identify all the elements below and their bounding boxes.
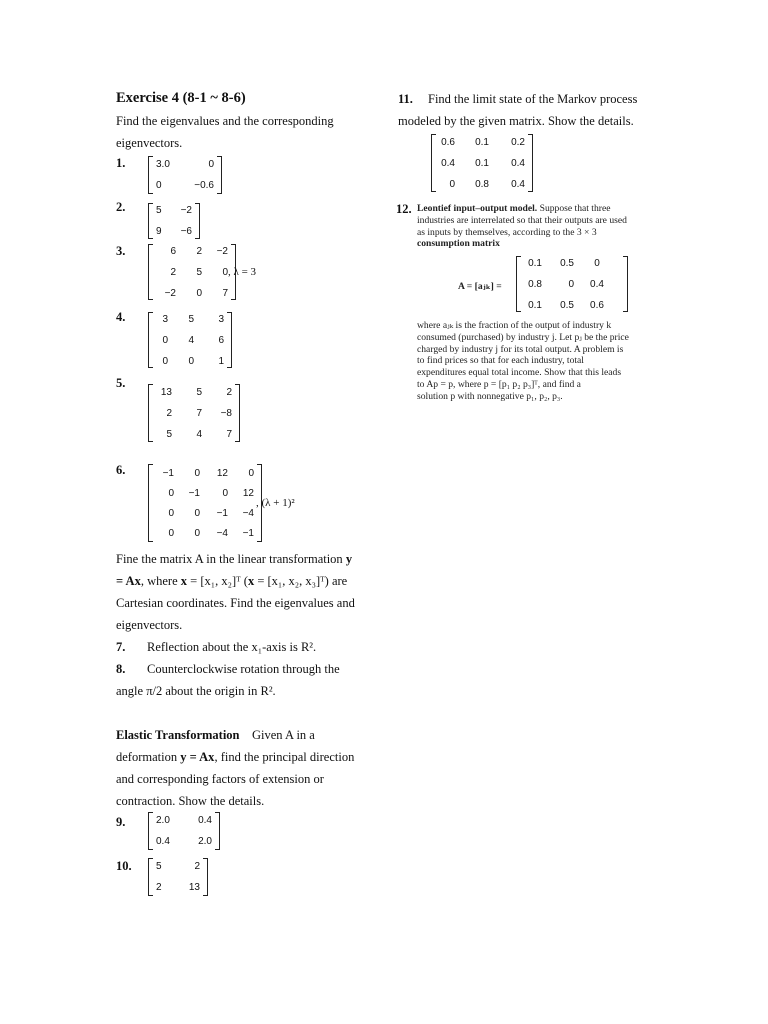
text: expenditures equal total income. Show that this leads — [417, 367, 622, 379]
text: Fine the matrix A in the linear transformation — [116, 552, 346, 566]
elastic-line-2 — [116, 746, 354, 768]
cell: 2 — [194, 861, 200, 872]
cell: 3 — [162, 313, 168, 325]
cell: 0 — [168, 507, 174, 519]
problem-6-matrix — [148, 464, 262, 542]
text: y — [345, 552, 353, 566]
problem-2-matrix — [148, 203, 200, 239]
cell: 4 — [196, 428, 202, 440]
cell: 0 — [222, 266, 228, 278]
text: = [x₁, x₂, x₃]ᵀ) are — [254, 574, 348, 588]
cell: 2.0 — [156, 815, 170, 826]
cell: 13 — [188, 882, 200, 893]
problem-4-matrix — [148, 312, 232, 368]
text: y = Ax — [180, 750, 215, 764]
problem-12-matrix — [516, 256, 628, 312]
linear-transform-line-3: Cartesian coordinates. Find the eigenvalues and — [116, 596, 355, 610]
linear-transform-line-2 — [116, 570, 347, 592]
text: Suppose that three — [539, 203, 611, 214]
problem-11-matrix — [431, 134, 533, 192]
cell: −1 — [188, 487, 200, 499]
cell: −8 — [220, 407, 232, 419]
cell: 0 — [162, 355, 168, 367]
problem-12-intro — [417, 203, 653, 250]
text: Given A in a — [252, 728, 315, 742]
text: to find prices so that for each industry, total — [417, 355, 584, 367]
text: where aⱼₖ is the fraction of the output of industry k — [417, 320, 612, 331]
cell: −2 — [216, 245, 228, 257]
text: = [x₁, x₂]ᵀ ( — [187, 574, 248, 588]
problem-7-number: 7. — [116, 640, 126, 654]
elastic-heading: Elastic Transformation — [116, 728, 240, 742]
problem-8-text-1: Counterclockwise rotation through the — [147, 662, 340, 676]
cell: 0.1 — [528, 257, 542, 269]
cell: 7 — [196, 407, 202, 419]
cell: 3 — [218, 313, 224, 325]
cell: 5 — [196, 386, 202, 398]
intro-line-2: eigenvectors. — [116, 136, 183, 150]
text: , find the principal direction — [214, 750, 355, 764]
exercise-title: Exercise 4 (8-1 ~ 8-6) — [116, 90, 246, 106]
problem-3-number: 3. — [116, 244, 126, 258]
elastic-line-1 — [116, 724, 315, 746]
text: , where — [140, 574, 181, 588]
cell: 0 — [248, 467, 254, 479]
problem-12-number: 12. — [396, 202, 412, 216]
problem-9-matrix — [148, 812, 220, 850]
cell: −1 — [216, 507, 228, 519]
cell: 0 — [194, 467, 200, 479]
cell: 0.8 — [475, 178, 489, 190]
cell: −1 — [162, 467, 174, 479]
cell: −4 — [242, 507, 254, 519]
cell: 6 — [170, 245, 176, 257]
cell: 0.1 — [475, 136, 489, 148]
cell: −6 — [180, 226, 192, 237]
problem-10-matrix — [148, 858, 208, 896]
cell: 7 — [222, 287, 228, 299]
cell: 5 — [166, 428, 172, 440]
cell: 0 — [194, 527, 200, 539]
cell: 0 — [156, 180, 162, 191]
cell: 12 — [216, 467, 228, 479]
problem-11-text-1: Find the limit state of the Markov process — [428, 92, 638, 106]
cell: 5 — [188, 313, 194, 325]
cell: 2 — [196, 245, 202, 257]
cell: 0 — [594, 257, 600, 269]
cell: 0.4 — [511, 157, 525, 169]
cell: 0 — [162, 334, 168, 346]
text: charged by industry j for its total output. A problem is — [417, 343, 624, 355]
cell: 7 — [226, 428, 232, 440]
cell: 5 — [156, 861, 162, 872]
cell: 12 — [242, 487, 254, 499]
cell: 2 — [166, 407, 172, 419]
cell: 6 — [218, 334, 224, 346]
cell: 3.0 — [156, 159, 170, 170]
cell: 0.1 — [475, 157, 489, 169]
cell: 5 — [196, 266, 202, 278]
cell: 9 — [156, 226, 162, 237]
cell: −2 — [180, 205, 192, 216]
linear-transform-line-4: eigenvectors. — [116, 618, 183, 632]
problem-8-number: 8. — [116, 662, 126, 676]
cell: 0 — [449, 178, 455, 190]
problem-2-number: 2. — [116, 200, 126, 214]
problem-4-number: 4. — [116, 310, 126, 324]
cell: 0 — [168, 487, 174, 499]
cell: 0.2 — [511, 136, 525, 148]
cell: −1 — [242, 527, 254, 539]
text: deformation — [116, 750, 181, 764]
cell: 0.5 — [560, 299, 574, 311]
problem-9-number: 9. — [116, 815, 126, 829]
problem-5-number: 5. — [116, 376, 126, 390]
text: consumed (purchased) by industry j. Let pⱼ be the price — [417, 331, 629, 343]
cell: 0 — [168, 527, 174, 539]
cell: −2 — [164, 287, 176, 299]
text: x — [247, 574, 255, 588]
problem-11-number: 11. — [398, 92, 413, 106]
problem-1-number: 1. — [116, 156, 126, 170]
problem-11-text-2: modeled by the given matrix. Show the details. — [398, 114, 634, 128]
cell: 0 — [222, 487, 228, 499]
problem-3-eigenvalue-note: , λ = 3 — [228, 266, 257, 278]
cell: 2 — [170, 266, 176, 278]
linear-transform-line-1 — [116, 548, 352, 570]
cell: 0.1 — [528, 299, 542, 311]
text: as inputs by themselves, according to the 3 × 3 — [417, 226, 597, 238]
cell: 4 — [188, 334, 194, 346]
problem-3-matrix — [148, 244, 236, 300]
cell: 0.4 — [590, 278, 604, 290]
cell: 0.4 — [511, 178, 525, 190]
text: to Ap = p, where p = [p₁ p₂ p₃]ᵀ, and find a — [417, 378, 581, 390]
text: consumption matrix — [417, 238, 500, 250]
cell: 0.6 — [441, 136, 455, 148]
problem-5-matrix — [148, 384, 240, 442]
cell: 0 — [568, 278, 574, 290]
problem-12-body — [417, 320, 629, 403]
cell: 0 — [194, 507, 200, 519]
text: solution p with nonnegative p₁, p₂, p₃. — [417, 390, 563, 402]
text: industries are interrelated so that their outputs are used — [417, 214, 627, 226]
cell: −4 — [216, 527, 228, 539]
problem-6-number: 6. — [116, 463, 126, 477]
cell: 0.4 — [198, 815, 212, 826]
problem-1-matrix — [148, 156, 222, 194]
problem-12-heading: Leontief input–output model. — [417, 203, 538, 214]
cell: 1 — [218, 355, 224, 367]
problem-8-text-2: angle π/2 about the origin in R². — [116, 684, 276, 698]
cell: 0.8 — [528, 278, 542, 290]
cell: 0.4 — [441, 157, 455, 169]
cell: 0 — [188, 355, 194, 367]
problem-6-characteristic-note: , (λ + 1)² — [256, 497, 295, 509]
text: x — [180, 574, 188, 588]
cell: 0.5 — [560, 257, 574, 269]
cell: 13 — [160, 386, 172, 398]
problem-10-number: 10. — [116, 859, 132, 873]
elastic-line-4: contraction. Show the details. — [116, 794, 265, 808]
cell: 0 — [196, 287, 202, 299]
problem-12-matrix-label: A = [aⱼₖ] = — [458, 281, 502, 292]
problem-7-text: Reflection about the x₁-axis is R². — [147, 640, 317, 654]
cell: 5 — [156, 205, 162, 216]
cell: −0.6 — [194, 180, 214, 191]
cell: 2 — [156, 882, 162, 893]
intro-line-1: Find the eigenvalues and the corresponding — [116, 114, 334, 128]
cell: 0.4 — [156, 836, 170, 847]
text: = Ax — [116, 574, 141, 588]
cell: 0.6 — [590, 299, 604, 311]
cell: 2 — [226, 386, 232, 398]
cell: 0 — [208, 159, 214, 170]
elastic-line-3: and corresponding factors of extension or — [116, 772, 324, 786]
cell: 2.0 — [198, 836, 212, 847]
